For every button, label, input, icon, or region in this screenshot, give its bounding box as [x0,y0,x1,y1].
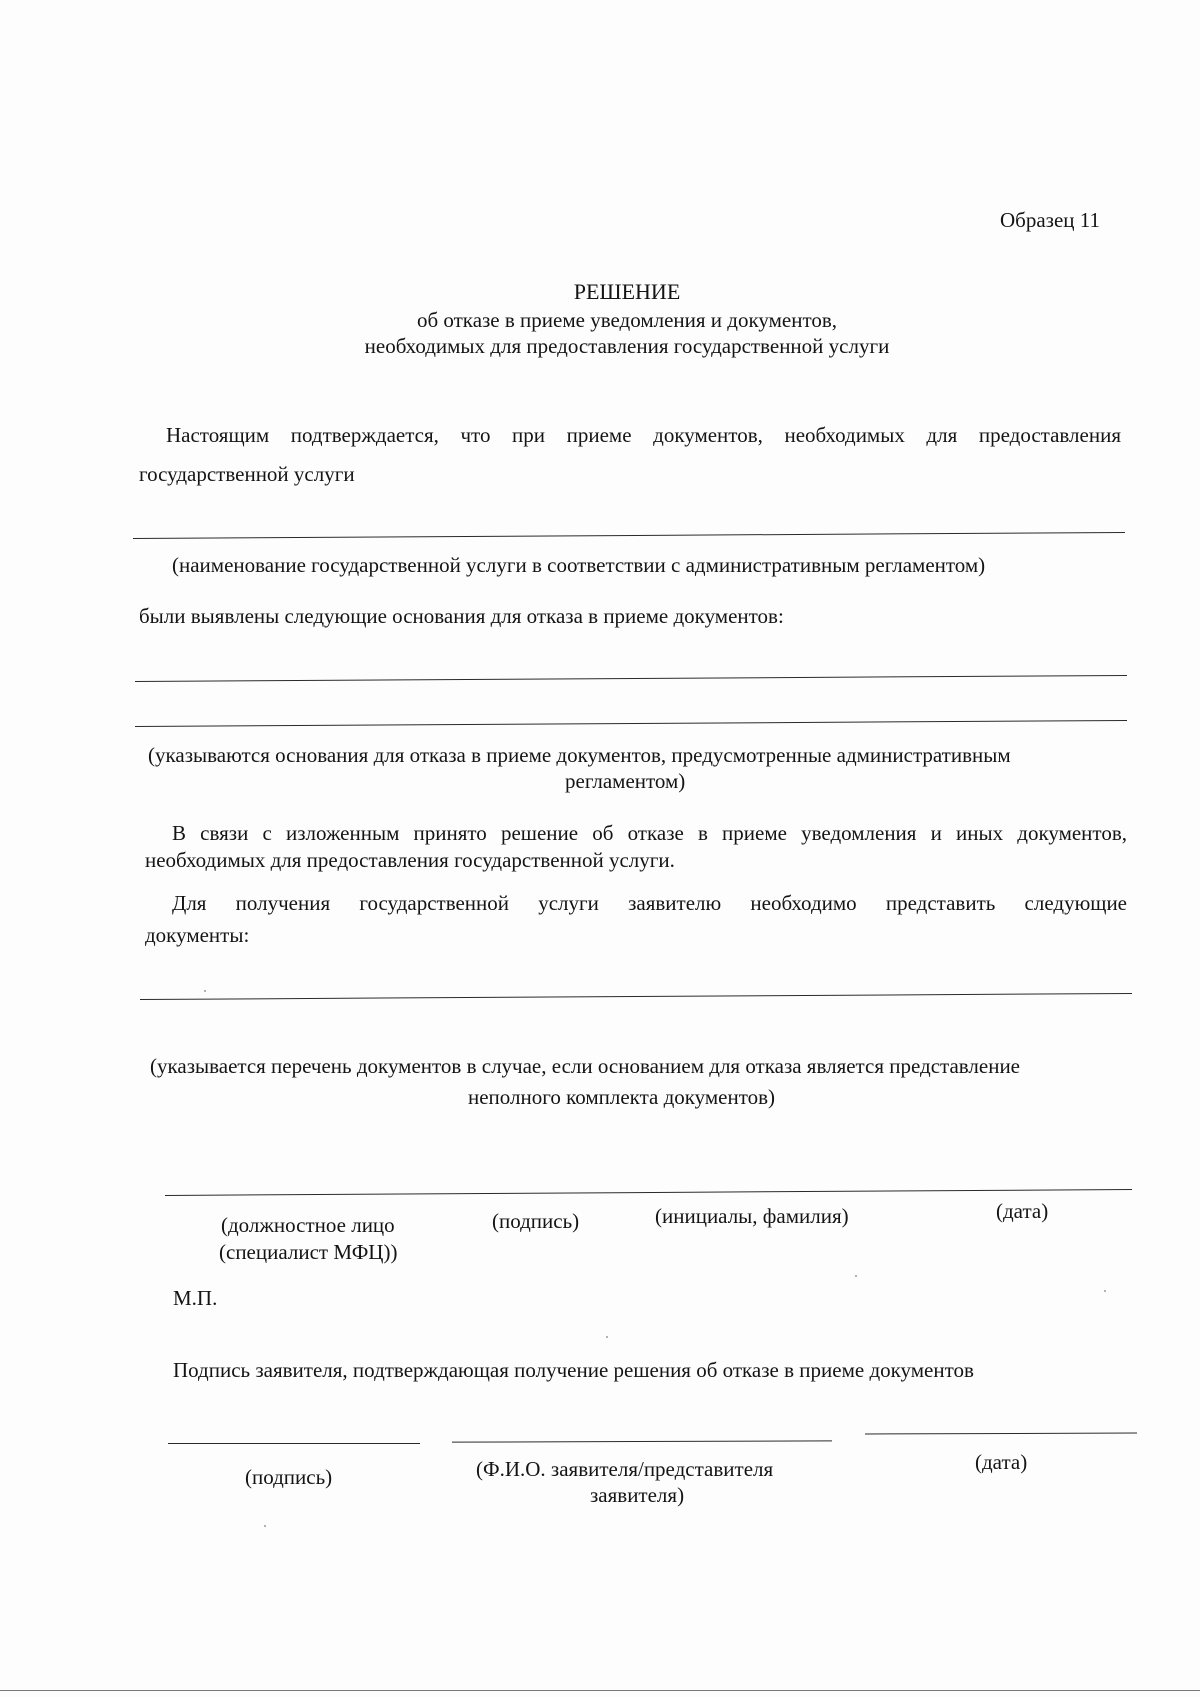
scan-speck [855,1275,857,1277]
applicant-name-caption-line2: заявителя) [590,1483,685,1507]
required-docs-line [140,993,1132,1000]
applicant-name-caption-line1: (Ф.И.О. заявителя/представителя [476,1457,774,1481]
official-date-caption: (дата) [996,1199,1049,1223]
intro-line2: государственной услуги [139,462,355,486]
grounds-label: были выявлены следующие основания для отказа в приеме документов: [139,604,784,628]
sample-label: Образец 11 [1000,208,1100,232]
document-title: РЕШЕНИЕ [573,279,681,304]
applicant-signature-line [168,1443,420,1444]
grounds-line-1 [135,675,1127,682]
applicant-date-line [865,1433,1137,1435]
official-position-line2: (специалист МФЦ)) [219,1240,398,1264]
service-name-line [133,532,1125,539]
applicant-signature-caption: (подпись) [245,1465,333,1489]
applicant-signature-heading: Подпись заявителя, подтверждающая получение решения об отказе в приеме документов [173,1358,974,1382]
intro-line1: Настоящим подтверждается, что при приеме документов, необходимых для предоставления [166,423,1121,447]
required-docs-caption-line2: неполного комплекта документов) [468,1085,776,1109]
required-docs-line1: Для получения государственной услуги заявителю необходимо представить следующие [172,891,1127,915]
stamp-placeholder: М.П. [173,1286,218,1310]
service-name-caption: (наименование государственной услуги в соответствии с административным регламентом) [172,553,986,577]
required-docs-line2: документы: [145,923,250,947]
scan-speck [264,1525,266,1527]
applicant-name-line [452,1440,832,1442]
applicant-date-caption: (дата) [975,1450,1028,1474]
decision-line1: В связи с изложенным принято решение об отказе в приеме уведомления и иных документов, [172,821,1127,845]
grounds-caption-line2: регламентом) [565,769,686,793]
decision-line2: необходимых для предоставления государственной услуги. [145,848,675,872]
grounds-caption-line1: (указываются основания для отказа в приеме документов, предусмотренные административным [148,743,1011,767]
document-subtitle-line1: об отказе в приеме уведомления и документов, [416,308,838,332]
scan-speck [606,1336,608,1338]
document-subtitle-line2: необходимых для предоставления государственной услуги [364,334,890,358]
scan-speck [204,990,206,992]
grounds-line-2 [135,720,1127,727]
scan-edge-line [0,1690,1200,1691]
official-initials-caption: (инициалы, фамилия) [655,1204,849,1228]
official-signature-caption: (подпись) [492,1209,580,1233]
required-docs-caption-line1: (указывается перечень документов в случае, если основанием для отказа является представление [150,1054,1021,1078]
official-signature-line [165,1189,1132,1196]
official-position-line1: (должностное лицо [221,1213,395,1237]
scan-speck [1104,1290,1106,1292]
